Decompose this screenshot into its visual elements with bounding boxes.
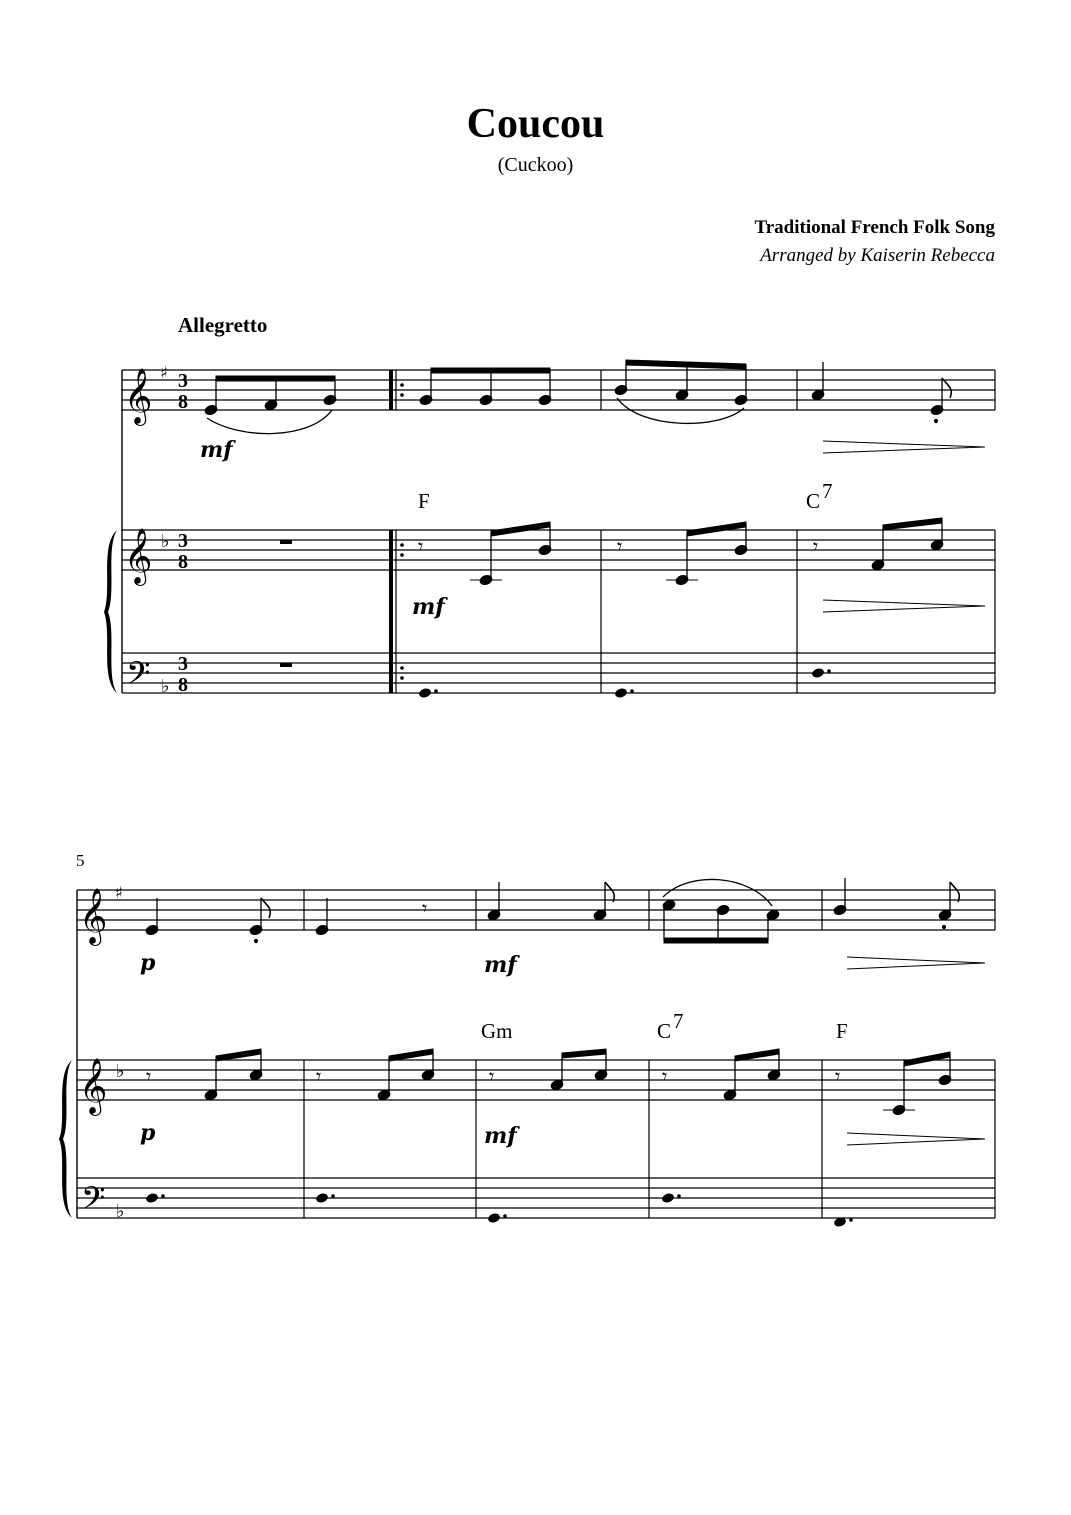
composer-credit: Traditional French Folk Song [754,217,995,238]
barlines-1 [601,370,995,693]
measure-number: 5 [76,851,85,870]
dynamic-marking: mf [484,1123,517,1149]
bass-clef-icon: 𝄢 [81,1180,106,1224]
treble-clef-icon: 𝄞 [124,368,153,424]
piano-bass-staff [122,653,995,693]
time-signature-bottom: 8 [178,674,188,696]
flat-icon: ♭ [161,531,170,552]
bass-clef-icon: 𝄢 [126,655,151,699]
dynamic-marking: mf [412,594,445,620]
flat-icon: ♭ [116,1201,125,1222]
treble-clef-icon: 𝄞 [124,528,153,584]
system-2 [59,851,995,1228]
system-1 [104,360,995,699]
chord-superscript: 7 [673,1009,684,1033]
sharp-icon: ♯ [115,883,123,902]
dynamic-marking: p [140,1120,156,1146]
svg-text:𝄾: 𝄾 [146,1064,152,1088]
whole-rest-icon [280,663,292,667]
svg-text:𝄾: 𝄾 [835,1064,841,1088]
svg-text:𝄾: 𝄾 [617,534,623,558]
svg-text:𝄾: 𝄾 [316,1064,322,1088]
flat-icon: ♭ [161,676,170,697]
piano-brace [59,1060,72,1218]
piano-treble-staff [122,530,995,570]
note-group [204,376,337,434]
chord-superscript: 7 [822,479,833,503]
time-signature-bottom: 8 [178,551,188,573]
dynamic-marking: mf [484,952,517,978]
piano-rh-measures-2 [146,1049,952,1116]
repeat-start-1 [389,370,404,693]
piano-lh-measures-2 [145,1192,853,1228]
decrescendo-hairpin [823,600,985,612]
tempo-marking: Allegretto [178,313,268,337]
dynamic-marking: mf [200,437,233,463]
chord-symbol: Gm [481,1019,513,1043]
decrescendo-hairpin [847,1133,985,1145]
svg-text:𝄾: 𝄾 [418,534,424,558]
decrescendo-hairpin [847,957,985,969]
time-signature-top: 3 [178,653,188,675]
treble-clef-icon: 𝄞 [79,888,108,944]
chord-symbol: F [418,489,430,513]
decrescendo-hairpin [823,441,985,453]
svg-text:𝄾: 𝄾 [422,896,428,920]
sharp-icon: ♯ [160,363,168,382]
svg-text:𝄾: 𝄾 [662,1064,668,1088]
piece-title: Coucou [466,101,605,147]
flat-icon: ♭ [116,1061,125,1082]
solo-staff [77,890,995,930]
svg-text:𝄾: 𝄾 [489,1064,495,1088]
piece-subtitle: (Cuckoo) [497,154,574,176]
treble-clef-icon: 𝄞 [79,1058,108,1114]
time-signature-top: 3 [178,370,188,392]
dynamic-marking: p [140,950,156,976]
piano-brace [104,530,117,693]
chord-symbol: F [836,1019,848,1043]
time-signature-top: 3 [178,530,188,552]
whole-rest-icon [280,540,292,544]
arranger-credit: Arranged by Kaiserin Rebecca [760,245,995,266]
chord-symbol: C [657,1019,672,1043]
svg-text:𝄾: 𝄾 [813,534,819,558]
piano-rh-measures [418,518,944,586]
time-signature-bottom: 8 [178,391,188,413]
chord-symbol: C [806,489,821,513]
piano-bass-staff [77,1178,995,1218]
note-group [811,362,951,423]
